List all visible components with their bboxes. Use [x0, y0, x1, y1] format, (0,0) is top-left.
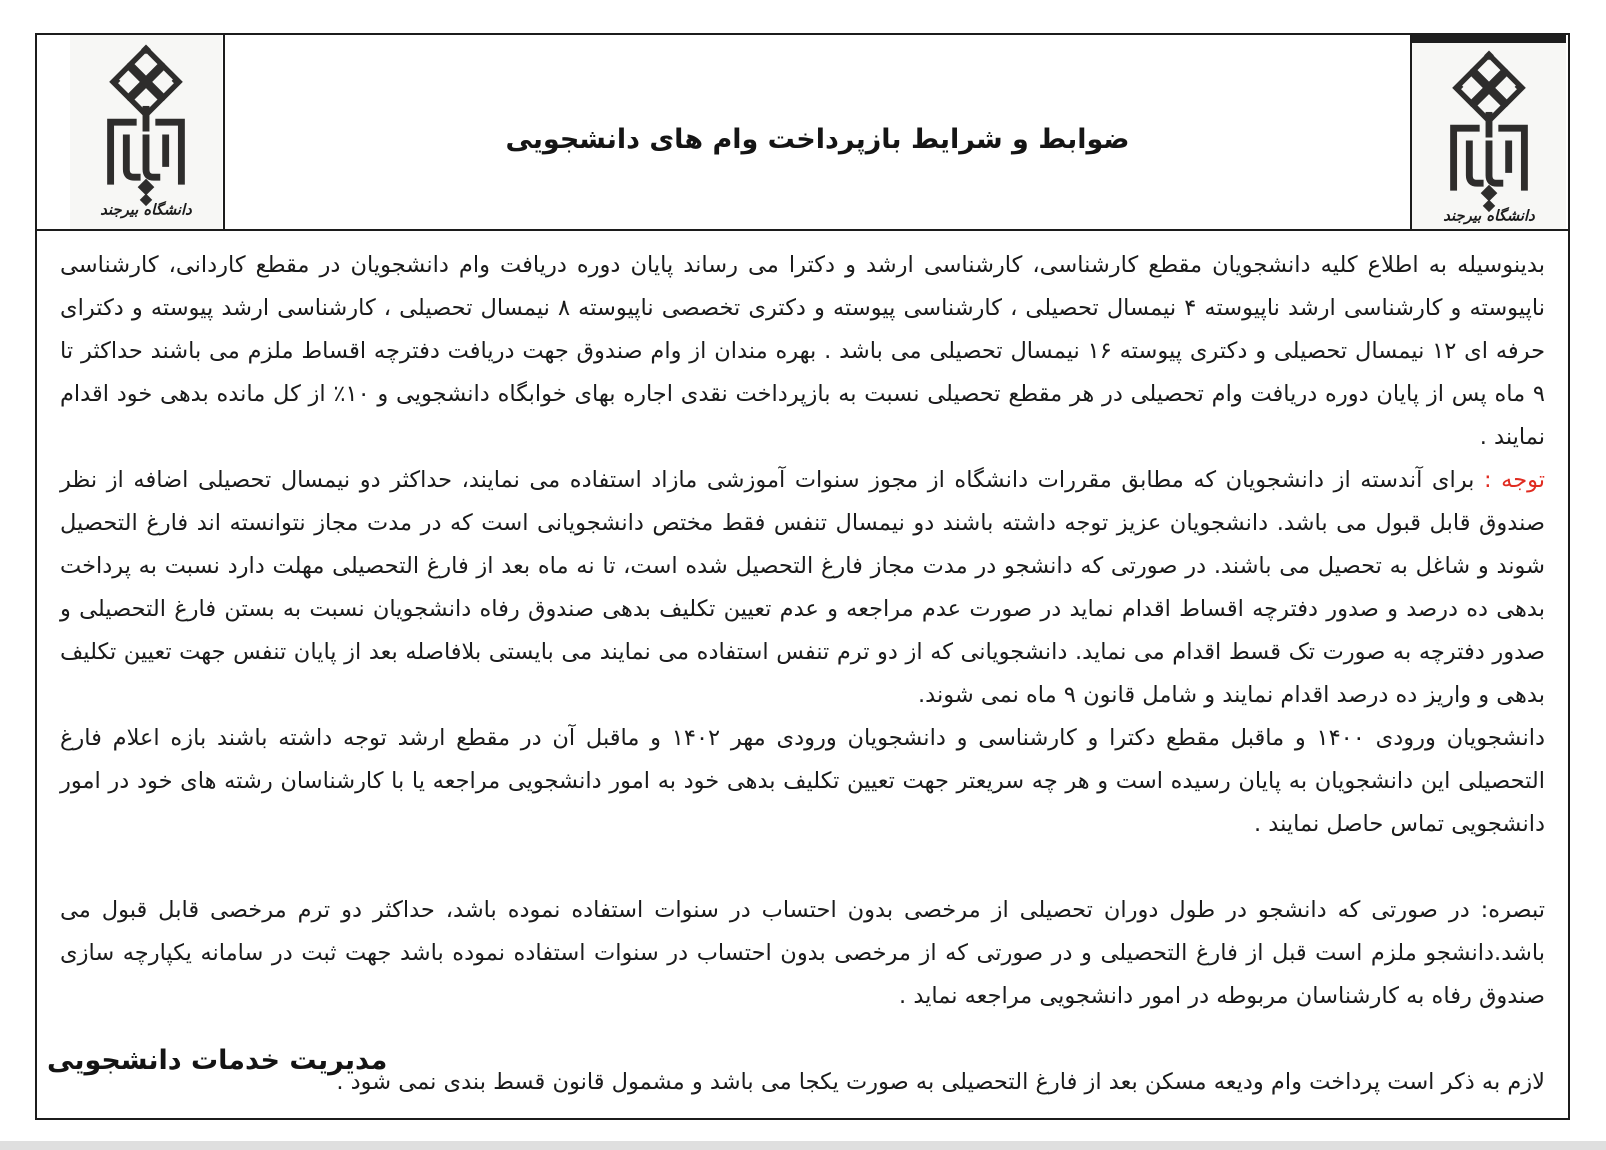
header-left-logo-cell — [37, 35, 225, 229]
signature-text: مدیریت خدمات دانشجویی — [47, 1045, 388, 1076]
university-name-calligraphy: دانشگاه بیرجند — [1443, 207, 1535, 225]
note-paragraph — [60, 459, 1545, 717]
header-right-logo-cell — [1410, 35, 1568, 229]
red-alert-paragraph: دانشجویان ورودی ۱۴۰۰ و ماقبل مقطع دکترا و کارشناسی و دانشجویان ورودی مهر ۱۴۰۲ و ماقبل آن در مقطع ارشد توجه داشته باشند بازه اعلام فارغ التحصیلی این دانشجویان به پایان رسیده است و هر چه سریعتر جهت تعیین تکلیف بدهی خود به امور دانشجویی مراجعه یا با کارشناسان رشته های خود در امور دانشجویی تماس حاصل نمایند . — [60, 725, 1545, 837]
university-name-calligraphy: دانشگاه بیرجند — [100, 201, 192, 219]
intro-paragraph: بدینوسیله به اطلاع کلیه دانشجویان مقطع کارشناسی، کارشناسی ارشد و دکترا می رساند پایان دوره دریافت وام دانشجویان در مقطع کاردانی، کارشناسی ناپیوسته و کارشناسی ارشد ناپیوسته ۴ نیمسال تحصیلی ، کارشناسی پیوسته و دکتری تخصصی ناپیوسته ۸ نیمسال تحصیلی ، کارشناسی ارشد پیوسته و دکترای حرفه ای ۱۲ نیمسال تحصیلی و دکتری پیوسته ۱۶ نیمسال تحصیلی می باشد . بهره مندان از وام صندوق جهت دریافت دفترچه اقساط ملزم می باشند حداکثر تا ۹ ماه پس از پایان دوره دریافت وام تحصیلی در هر مقطع تحصیلی نسبت به بازپرداخت نقدی اجاره بهای خوابگاه دانشجویی و ۱۰٪ از کل مانده بدهی خود اقدام نمایند . — [60, 252, 1545, 450]
university-logo-icon — [1430, 47, 1548, 229]
document-body — [37, 231, 1568, 1104]
screenshot-bottom-edge — [0, 1141, 1606, 1150]
note-label: توجه : — [1484, 467, 1546, 493]
document-header — [37, 35, 1568, 231]
university-logo-right — [1412, 35, 1566, 229]
note-body-text: برای آندسته از دانشجویان که مطابق مقررات دانشگاه از مجوز سنوات آموزشی مازاد استفاده می نمایند، حداکثر دو نیمسال تحصیلی اضافه از نظر صندوق قابل قبول می باشد. دانشجویان عزیز توجه داشته باشند دو نیمسال تنفس فقط مختص دانشجویانی است که در مدت مجاز نتوانسته اند فارغ التحصیل شوند و شاغل به تحصیل می باشند. در صورتی که دانشجو در مدت مجاز فارغ التحصیل شده است، تا نه ماه بعد از فارغ التحصیلی مهلت دارد نسبت به پرداخت بدهی ده درصد و صدور دفترچه اقساط اقدام نماید در صورت عدم مراجعه و عدم تعیین تکلیف بدهی صندوق رفاه دانشجویان نسبت به بستن فارغ التحصیلی و صدور دفترچه به صورت تک قسط اقدام می نماید. دانشجویانی که از دو ترم تنفس استفاده می نمایند می بایستی بلافاصله بعد از پایان تنفس جهت تعیین تکلیف بدهی و واریز ده درصد اقدام نمایند و شامل قانون ۹ ماه نمی شوند. — [60, 467, 1545, 708]
university-logo-icon — [87, 39, 205, 225]
university-logo-left — [70, 35, 222, 229]
closing-paragraph: لازم به ذکر است پرداخت وام ودیعه مسکن بعد از فارغ التحصیلی به صورت یکجا می باشد و مشمول قانون قسط بندی نمی شود . — [336, 1069, 1545, 1095]
header-title-cell — [225, 35, 1410, 229]
document-sheet — [35, 33, 1570, 1120]
page-title: ضوابط و شرایط بازپرداخت وام های دانشجویی — [505, 123, 1130, 155]
scan-artifact-strip — [1412, 35, 1566, 43]
tabsareh-paragraph: تبصره: در صورتی که دانشجو در طول دوران تحصیلی از مرخصی بدون احتساب در سنوات استفاده نموده باشد، حداکثر دو ترم مرخصی قابل قبول می باشد.دانشجو ملزم است قبل از فارغ التحصیلی و در صورتی که از مرخصی بدون احتساب در سنوات استفاده نموده باشد جهت ثبت در سامانه یکپارچه سازی صندوق رفاه به کارشناسان مربوطه در امور دانشجویی مراجعه نماید . — [60, 897, 1545, 1009]
